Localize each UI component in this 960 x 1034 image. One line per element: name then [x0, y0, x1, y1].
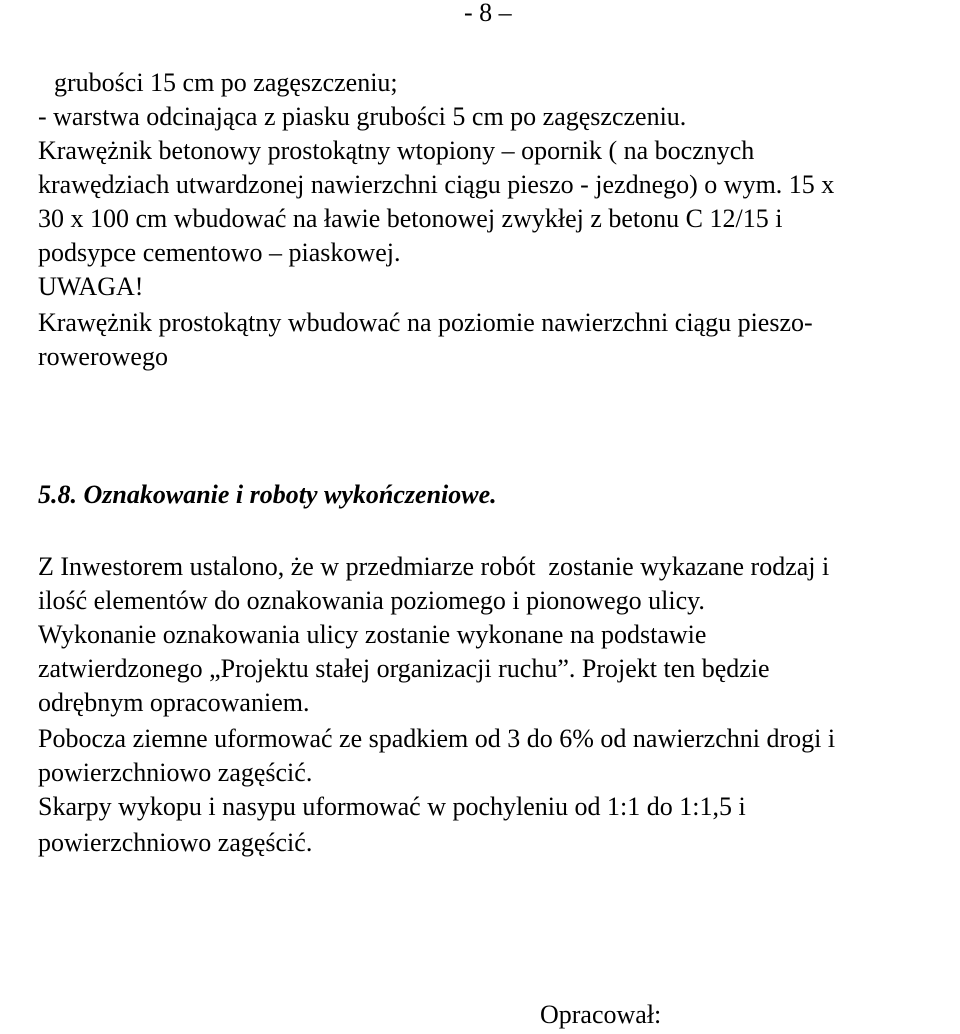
paragraph-line: 30 x 100 cm wbudować na ławie betonowej zwykłej z betonu C 12/15 i: [38, 204, 783, 233]
paragraph-line: krawędziach utwardzonej nawierzchni ciągu pieszo - jezdnego) o wym. 15 x: [38, 170, 835, 199]
paragraph-line: Z Inwestorem ustalono, że w przedmiarze robót zostanie wykazane rodzaj i: [38, 552, 830, 581]
paragraph-line: odrębnym opracowaniem.: [38, 688, 310, 717]
warning-label: UWAGA!: [38, 272, 144, 301]
paragraph-line: - warstwa odcinająca z piasku grubości 5 cm po zagęszczeniu.: [38, 102, 687, 131]
paragraph-line: ilość elementów do oznakowania poziomego i pionowego ulicy.: [38, 586, 705, 615]
paragraph-line: Wykonanie oznakowania ulicy zostanie wykonane na podstawie: [38, 620, 707, 649]
paragraph-line: Krawężnik betonowy prostokątny wtopiony – opornik ( na bocznych: [38, 136, 755, 165]
section-heading: 5.8. Oznakowanie i roboty wykończeniowe.: [38, 480, 497, 509]
paragraph-line: grubości 15 cm po zagęszczeniu;: [54, 68, 398, 97]
paragraph-line: zatwierdzonego „Projektu stałej organizacji ruchu”. Projekt ten będzie: [38, 654, 770, 683]
page-number: - 8 –: [464, 0, 512, 27]
paragraph-line: Skarpy wykopu i nasypu uformować w pochyleniu od 1:1 do 1:1,5 i: [38, 792, 746, 821]
paragraph-line: powierzchniowo zagęścić.: [38, 758, 313, 787]
paragraph-line: podsypce cementowo – piaskowej.: [38, 238, 401, 267]
signature-label: Opracował:: [540, 1000, 662, 1029]
paragraph-line: Krawężnik prostokątny wbudować na poziomie nawierzchni ciągu pieszo-: [38, 308, 813, 337]
paragraph-line: rowerowego: [38, 342, 168, 371]
paragraph-line: Pobocza ziemne uformować ze spadkiem od 3 do 6% od nawierzchni drogi i: [38, 724, 836, 753]
paragraph-line: powierzchniowo zagęścić.: [38, 828, 313, 857]
